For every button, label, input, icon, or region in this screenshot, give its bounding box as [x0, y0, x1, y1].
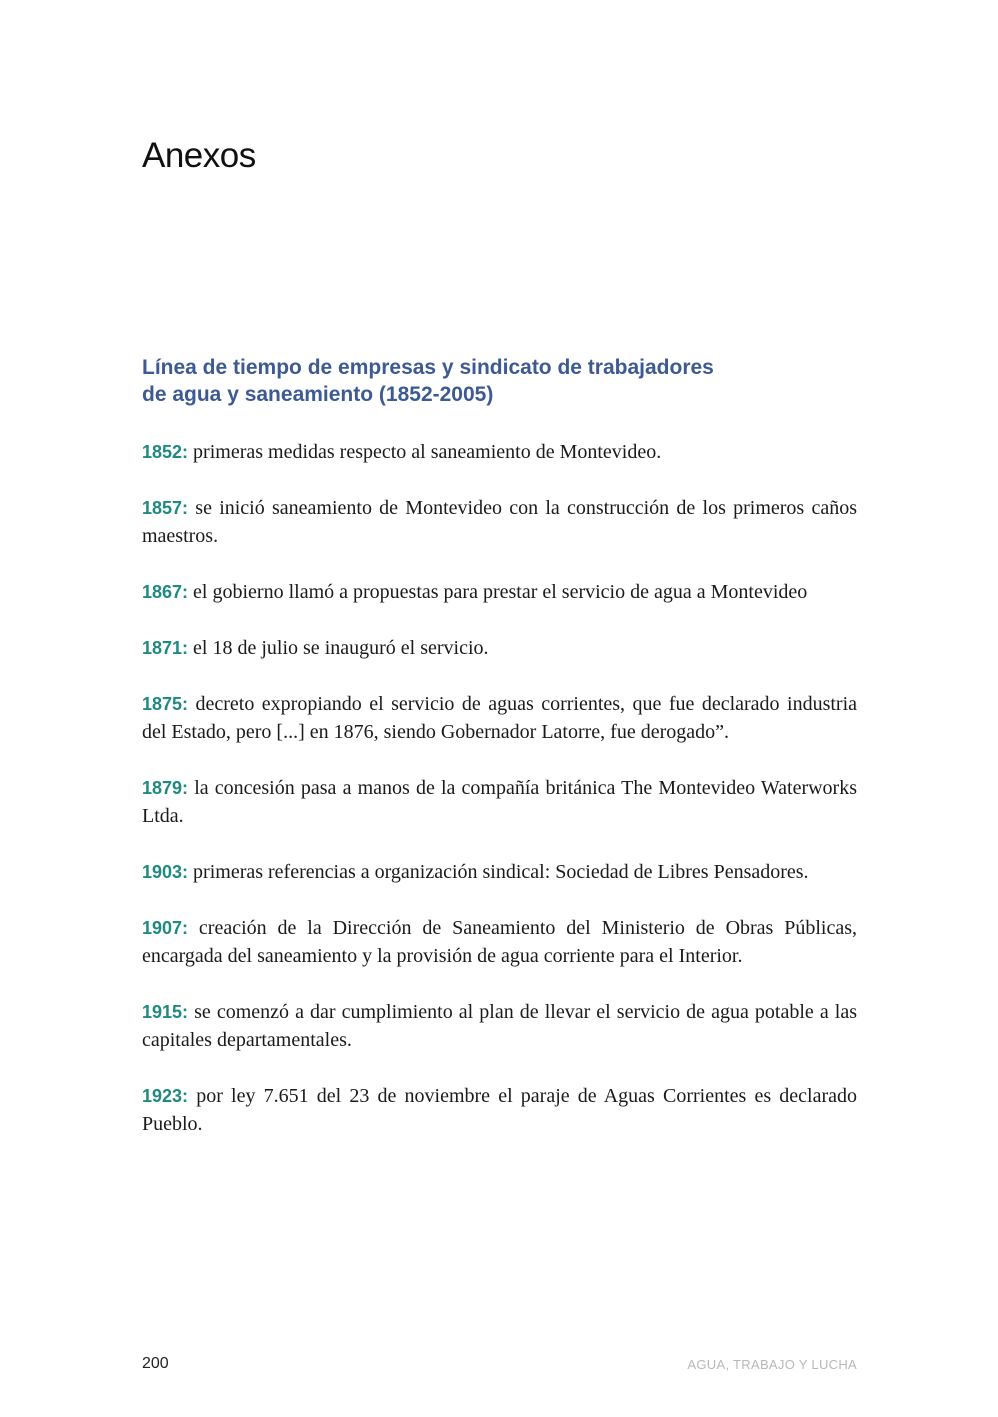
timeline-year: 1871: [142, 638, 189, 658]
timeline-entry [142, 438, 857, 466]
timeline-entry [142, 774, 857, 830]
section-heading [142, 354, 862, 408]
timeline-list [142, 438, 857, 1166]
timeline-text: se comenzó a dar cumplimiento al plan de llevar el servicio de agua potable a las capitales departamentales. [142, 1001, 857, 1051]
timeline-text: la concesión pasa a manos de la compañía británica The Montevideo Waterworks Ltda. [142, 777, 857, 827]
chapter-title: Anexos [142, 136, 256, 175]
timeline-year: 1915: [142, 1002, 189, 1022]
timeline-text: primeras referencias a organización sindical: Sociedad de Libres Pensadores. [188, 861, 809, 883]
timeline-year: 1923: [142, 1086, 189, 1106]
timeline-year: 1903: [142, 862, 189, 882]
section-heading-line-2: de agua y saneamiento (1852-2005) [142, 383, 494, 406]
timeline-entry [142, 914, 857, 970]
timeline-entry [142, 690, 857, 746]
timeline-text: se inició saneamiento de Montevideo con la construcción de los primeros caños maestros. [142, 497, 857, 547]
timeline-year: 1879: [142, 778, 189, 798]
timeline-entry [142, 634, 857, 662]
timeline-year: 1907: [142, 918, 189, 938]
timeline-year: 1867: [142, 582, 189, 602]
timeline-year: 1875: [142, 694, 189, 714]
timeline-entry [142, 998, 857, 1054]
timeline-entry [142, 858, 857, 886]
timeline-text: el gobierno llamó a propuestas para prestar el servicio de agua a Montevideo [188, 581, 808, 603]
section-heading-line-1: Línea de tiempo de empresas y sindicato de trabajadores [142, 356, 714, 379]
running-footer-title: AGUA, TRABAJO Y LUCHA [687, 1357, 857, 1372]
timeline-text: creación de la Dirección de Saneamiento del Ministerio de Obras Públicas, encargada del saneamiento y la provisión de agua corriente para el Interior. [142, 917, 857, 967]
timeline-entry [142, 494, 857, 550]
page-number: 200 [142, 1355, 169, 1372]
timeline-year: 1857: [142, 498, 189, 518]
timeline-year: 1852: [142, 442, 189, 462]
timeline-entry [142, 578, 857, 606]
timeline-text: decreto expropiando el servicio de aguas corrientes, que fue declarado industria del Estado, pero [...] en 1876, siendo Gobernador Latorre, fue derogado”. [142, 693, 857, 743]
timeline-text: por ley 7.651 del 23 de noviembre el paraje de Aguas Corrientes es declarado Pueblo. [142, 1085, 857, 1135]
timeline-entry [142, 1082, 857, 1138]
timeline-text: el 18 de julio se inauguró el servicio. [188, 637, 489, 659]
timeline-text: primeras medidas respecto al saneamiento de Montevideo. [188, 441, 662, 463]
